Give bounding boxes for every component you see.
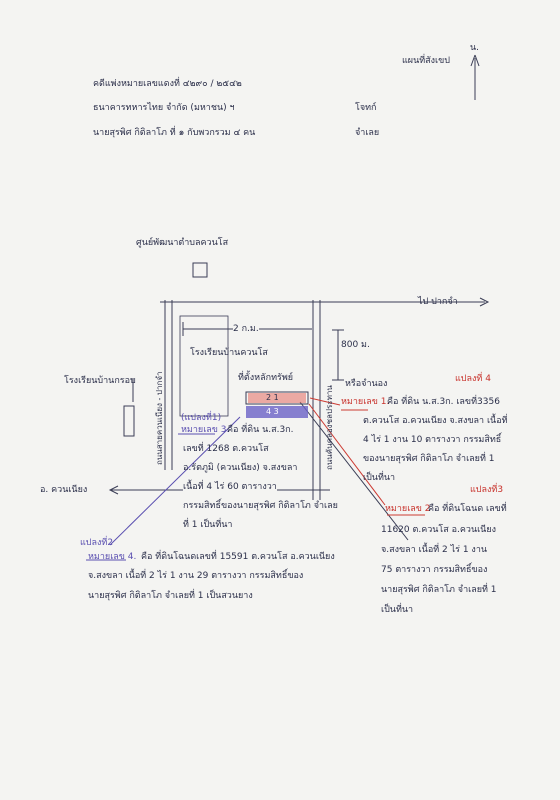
defendant-role: จำเลย: [355, 128, 380, 138]
to-pakcham-label: ไป ปากจำ: [418, 297, 458, 307]
map-title: แผนที่สังเขป: [402, 56, 450, 66]
to-kuanniang-label: อ. ควนเนียง: [40, 485, 88, 495]
parcel-2-head: หมายเลข 2: [385, 504, 431, 514]
parcel-3-line-1: คือ ที่ดิน น.ส.3ก.: [227, 425, 294, 435]
dim-800m-label: 800 ม.: [341, 340, 370, 350]
parcel-1-tag: แปลงที่ 4: [455, 374, 491, 384]
parcel-3-line-2: เลขที่ 1268 ต.ควนโส: [183, 444, 269, 454]
plaintiff-role: โจทก์: [355, 103, 377, 113]
parcel-4-line-1: คือ ที่ดินโฉนดเลขที่ 15591 ต.ควนโส อ.ควนเนียง: [141, 552, 335, 562]
school-krabong-label: โรงเรียนบ้านกรอบ: [64, 376, 136, 386]
parcel-3-head: หมายเลข 3.: [181, 425, 230, 435]
dim-2km-label: 2 ก.ม.: [233, 324, 259, 334]
parcel-3-line-3: อ.รัตภูมิ (ควนเนียง) จ.สงขลา: [183, 463, 298, 473]
property-location-label: ที่ตั้งหลักทรัพย์: [238, 373, 294, 383]
parcel-4-head: หมายเลข 4.: [88, 552, 137, 562]
parcel-4-line-3: นายสุรพิศ กิติลาโภ จำเลยที่ 1 เป็นสวนยาง: [88, 591, 253, 601]
parcel-4-tag: แปลงที่2: [80, 538, 114, 548]
parcel-2-line-2: 11620 ต.ควนโส อ.ควนเนียง: [381, 525, 497, 535]
grid-label-top: 2 1: [266, 393, 279, 402]
parcel-1-head: หมายเลข 1.: [341, 397, 390, 407]
road-left-label: ถนนสายควนเนียง - ปากจำ: [155, 371, 164, 465]
parcel-2-tag: แปลงที่3: [470, 485, 504, 495]
parcel-1-line-4: ของนายสุรพิศ กิติลาโภ จำเลยที่ 1: [363, 454, 495, 464]
school-krabong-building: [124, 406, 134, 436]
grid-label-bottom: 4 3: [266, 407, 279, 416]
parcel-3-line-6: ที่ 1 เป็นที่นา: [183, 520, 233, 530]
case-number: คดีแพ่งหมายเลขแดงที่ ๔๒๙๐ / ๒๕๔๒: [93, 79, 242, 89]
plaintiff-name: ธนาคารทหารไทย จำกัด (มหาชน) ฯ: [93, 103, 235, 113]
parcel-1-line-1: คือ ที่ดิน น.ส.3ก. เลขที่3356: [387, 397, 500, 407]
parcel-1-line-5: เป็นที่นา: [363, 473, 396, 483]
parcel-2-line-1: คือ ที่ดินโฉนด เลขที่: [428, 504, 507, 514]
center-label: ศูนย์พัฒนาตำบลควนโส: [136, 238, 229, 248]
parcel-1-line-2: ต.ควนโส อ.ควนเนียง จ.สงขลา เนื้อที่: [363, 416, 508, 426]
parcel-3-tag: (แปลงที่1): [181, 413, 222, 423]
defendant-name: นายสุรพิศ กิติลาโภ ที่ ๑ กับพวกรวม ๔ คน: [93, 128, 256, 138]
parcel-4-line-2: จ.สงขลา เนื้อที่ 2 ไร่ 1 งาน 29 ตารางวา กรรมสิทธิ์ของ: [88, 571, 304, 581]
parcel-1-line-3: 4 ไร่ 1 งาน 10 ตารางวา กรรมสิทธิ์: [363, 435, 502, 445]
north-label: น.: [470, 43, 480, 53]
parcel-2-line-3: จ.สงขลา เนื้อที่ 2 ไร่ 1 งาน: [381, 545, 488, 555]
reservoir-label: หรือจำนอง: [345, 379, 388, 389]
parcel-2-line-5: นายสุรพิศ กิติลาโภ จำเลยที่ 1: [381, 585, 497, 595]
parcel-3-line-4: เนื้อที่ 4 ไร่ 60 ตารางวา: [183, 482, 277, 492]
school-kuanso-label: โรงเรียนบ้านควนโส: [190, 348, 268, 358]
parcel-2-line-4: 75 ตารางวา กรรมสิทธิ์ของ: [381, 565, 488, 575]
school-kuanso-outline: [180, 316, 228, 416]
center-building: [193, 263, 207, 277]
parcel-3-line-5: กรรมสิทธิ์ของนายสุรพิศ กิติลาโภ จำเลย: [183, 501, 338, 511]
parcel-2-line-6: เป็นที่นา: [381, 605, 414, 615]
road-right-label: ถนนคันคลองชลประทาน: [325, 385, 334, 470]
